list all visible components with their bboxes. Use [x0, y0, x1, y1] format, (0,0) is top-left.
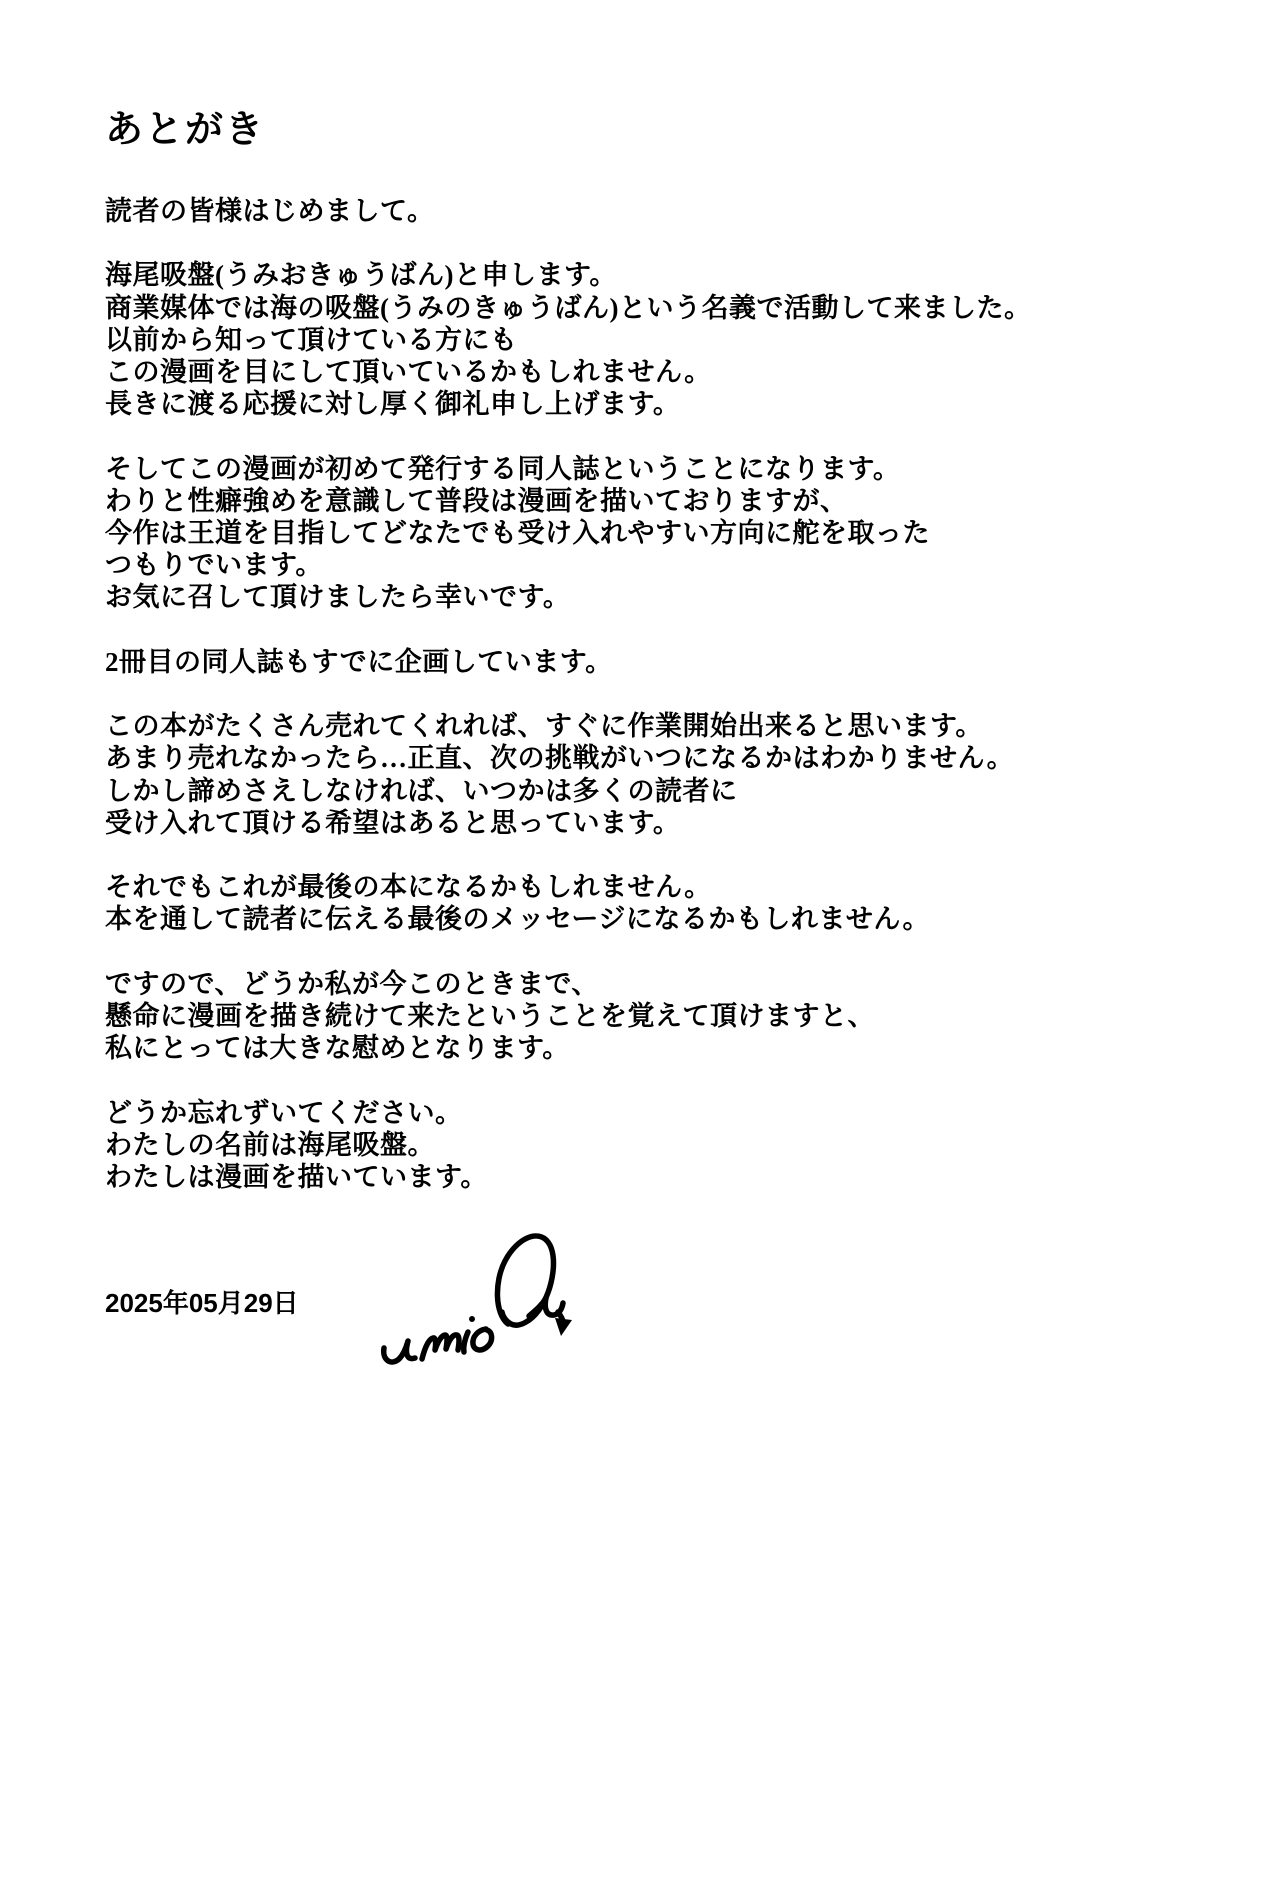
text-line: 商業媒体では海の吸盤(うみのきゅうばん)という名義で活動して来ました。 — [105, 292, 1032, 323]
page-title: あとがき — [105, 109, 266, 152]
paragraph — [105, 710, 1225, 839]
paragraph — [105, 195, 1225, 227]
text-line: この本がたくさん売れてくれれば、すぐに作業開始出来ると思います。 — [105, 711, 983, 742]
afterword-body — [105, 195, 1225, 1193]
text-line: ですので、どうか私が今このときまで、 — [105, 968, 599, 999]
text-line: わたしの名前は海尾吸盤。 — [105, 1129, 435, 1160]
paragraph — [105, 453, 1225, 614]
text-line: どうか忘れずいてください。 — [105, 1097, 463, 1128]
text-line: 海尾吸盤(うみおきゅうばん)と申します。 — [105, 260, 617, 291]
text-line: そしてこの漫画が初めて発行する同人誌ということになります。 — [105, 453, 901, 484]
paragraph — [105, 1097, 1225, 1194]
text-line: お気に召して頂けましたら幸いです。 — [105, 582, 571, 613]
signature-svg — [372, 1226, 582, 1386]
text-line: しかし諦めさえしなければ、いつかは多くの読者に — [105, 775, 738, 806]
author-signature — [372, 1226, 582, 1386]
text-line: 2冊目の同人誌もすでに企画しています。 — [105, 646, 613, 677]
text-line: わたしは漫画を描いています。 — [105, 1161, 488, 1192]
text-line: この漫画を目にして頂いているかもしれません。 — [105, 357, 712, 387]
text-line: それでもこれが最後の本になるかもしれません。 — [105, 872, 712, 903]
text-line: 本を通して読者に伝える最後のメッセージになるかもしれません。 — [105, 904, 930, 935]
date-text: 2025年05月29日 — [105, 1288, 299, 1318]
paragraph — [105, 968, 1225, 1065]
text-line: 今作は王道を目指してどなたでも受け入れやすい方向に舵を取った — [105, 518, 930, 548]
text-line: つもりでいます。 — [105, 550, 323, 581]
text-line: わりと性癖強めを意識して普段は漫画を描いておりますが、 — [105, 485, 848, 516]
text-line: 受け入れて頂ける希望はあると思っています。 — [105, 807, 681, 838]
text-line: あまり売れなかったら…正直、次の挑戦がいつになるかはわかりません。 — [105, 743, 1015, 774]
paragraph — [105, 259, 1225, 420]
paragraph — [105, 871, 1225, 935]
text-line: 懸命に漫画を描き続けて来たということを覚えて頂けますと、 — [105, 1000, 875, 1031]
signature-stroke — [384, 1236, 572, 1362]
text-line: 長きに渡る応援に対し厚く御礼申し上げます。 — [105, 389, 681, 420]
text-line: 以前から知って頂けている方にも — [105, 324, 518, 355]
text-line: 私にとっては大きな慰めとなります。 — [105, 1033, 570, 1064]
text-line: 読者の皆様はじめまして。 — [105, 196, 435, 226]
paragraph — [105, 646, 1225, 678]
